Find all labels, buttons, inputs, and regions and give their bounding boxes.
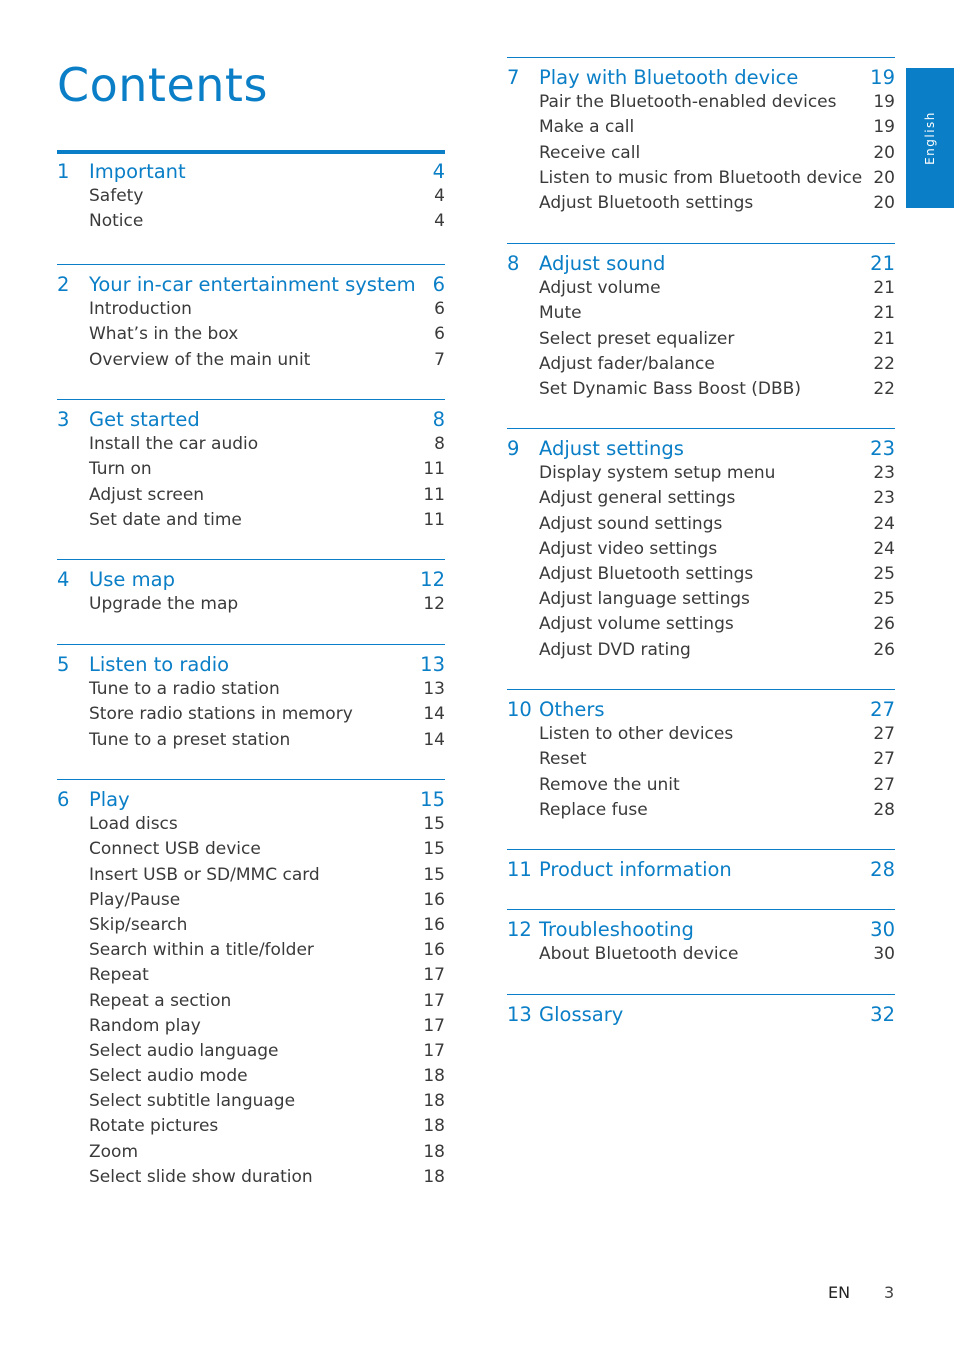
toc-chapter-heading[interactable] [57,787,445,812]
toc-entry[interactable] [507,191,895,216]
footer-language-code: EN [828,1283,851,1302]
chapter-page-number: 28 [870,858,895,881]
chapter-page-number: 12 [420,568,445,591]
chapter-title: Glossary [539,1003,624,1026]
toc-entry[interactable] [507,377,895,402]
toc-entry[interactable] [57,1140,445,1165]
entry-page-number: 24 [873,538,895,559]
chapter-number: 8 [507,252,520,275]
entry-page-number: 13 [423,679,445,700]
chapter-title: Adjust sound [539,252,666,275]
entry-page-number: 25 [873,563,895,584]
toc-entry[interactable] [507,638,895,663]
entry-title: Upgrade the map [89,594,239,615]
toc-chapter-heading[interactable] [57,567,445,592]
entry-page-number: 16 [423,914,445,935]
toc-chapter-heading[interactable] [507,917,895,942]
chapter-number: 3 [57,408,70,431]
entry-title: Replace fuse [539,799,648,820]
toc-chapter-heading[interactable] [507,1002,895,1027]
toc-entry[interactable] [57,812,445,837]
toc-entry[interactable] [507,327,895,352]
entry-title: Adjust Bluetooth settings [539,192,754,213]
toc-section [57,779,445,1190]
entry-title: Display system setup menu [539,463,776,484]
toc-entry[interactable] [507,773,895,798]
entry-page-number: 16 [423,889,445,910]
toc-chapter-heading[interactable] [507,251,895,276]
chapter-page-number: 15 [420,788,445,811]
entry-page-number: 23 [873,463,895,484]
entry-title: Pair the Bluetooth-enabled devices [539,92,837,113]
toc-entry[interactable] [57,1014,445,1039]
chapter-number: 10 [507,698,532,721]
toc-entry[interactable] [507,942,895,967]
toc-section [57,399,445,533]
toc-section [507,994,895,1027]
toc-entry[interactable] [507,612,895,637]
entry-page-number: 20 [873,142,895,163]
toc-entry[interactable] [57,483,445,508]
chapter-number: 9 [507,437,520,460]
entry-page-number: 17 [423,1015,445,1036]
chapter-page-number: 23 [870,437,895,460]
entry-title: Remove the unit [539,774,680,795]
entry-title: What’s in the box [89,324,239,345]
chapter-number: 1 [57,160,70,183]
entry-title: Select subtitle language [89,1091,296,1112]
entry-page-number: 19 [873,117,895,138]
toc-entry[interactable] [57,989,445,1014]
chapter-page-number: 13 [420,653,445,676]
entry-title: Repeat [89,965,149,986]
entry-page-number: 18 [423,1091,445,1112]
entry-page-number: 28 [873,799,895,820]
entry-page-number: 15 [423,814,445,835]
toc-section [507,57,895,216]
chapter-page-number: 8 [432,408,445,431]
entry-title: Adjust volume settings [539,614,734,635]
chapter-number: 5 [57,653,70,676]
entry-page-number: 23 [873,488,895,509]
chapter-page-number: 19 [870,66,895,89]
entry-page-number: 27 [873,774,895,795]
chapter-number: 12 [507,918,532,941]
toc-entry[interactable] [57,1039,445,1064]
chapter-page-number: 21 [870,252,895,275]
entry-page-number: 18 [423,1066,445,1087]
entry-page-number: 26 [873,614,895,635]
entry-title: Adjust language settings [539,589,750,610]
toc-entry[interactable] [57,837,445,862]
chapter-title: Play [89,788,130,811]
entry-page-number: 20 [873,192,895,213]
toc-entry[interactable] [57,888,445,913]
entry-title: Select audio mode [89,1066,248,1087]
entry-title: Adjust general settings [539,488,736,509]
entry-page-number: 17 [423,1040,445,1061]
entry-title: Introduction [89,299,192,320]
entry-title: Adjust screen [89,484,205,505]
entry-title: Zoom [89,1141,139,1162]
toc-entry[interactable] [507,301,895,326]
entry-page-number: 17 [423,990,445,1011]
toc-chapter-heading[interactable] [507,857,895,882]
chapter-title: Listen to radio [89,653,230,676]
toc-section [57,559,445,617]
toc-entry[interactable] [507,276,895,301]
entry-page-number: 21 [873,328,895,349]
entry-page-number: 27 [873,749,895,770]
entry-title: Overview of the main unit [89,349,311,370]
toc-entry[interactable] [507,722,895,747]
entry-title: Adjust fader/balance [539,353,715,374]
toc-entry[interactable] [507,115,895,140]
page-title: Contents [57,58,268,112]
entry-title: Random play [89,1015,201,1036]
entry-title: Select slide show duration [89,1166,313,1187]
toc-entry[interactable] [507,486,895,511]
toc-section [507,909,895,967]
entry-title: Repeat a section [89,990,232,1011]
toc-chapter-heading[interactable] [57,652,445,677]
chapter-title: Your in-car entertainment system [89,273,416,296]
entry-page-number: 12 [423,594,445,615]
entry-title: Adjust volume [539,278,661,299]
entry-title: Set date and time [89,509,242,530]
entry-page-number: 11 [423,459,445,480]
entry-page-number: 6 [434,324,445,345]
entry-page-number: 6 [434,299,445,320]
chapter-title: Play with Bluetooth device [539,66,799,89]
toc-entry[interactable] [507,461,895,486]
entry-page-number: 27 [873,724,895,745]
entry-page-number: 11 [423,509,445,530]
entry-page-number: 15 [423,864,445,885]
entry-page-number: 18 [423,1166,445,1187]
entry-title: Adjust DVD rating [539,639,691,660]
entry-title: Select audio language [89,1040,279,1061]
chapter-title: Get started [89,408,200,431]
toc-entry[interactable] [57,728,445,753]
toc-entry[interactable] [57,508,445,533]
entry-page-number: 17 [423,965,445,986]
language-tab-label: English [923,111,937,165]
chapter-page-number: 4 [432,160,445,183]
footer-page-number: 3 [884,1283,895,1302]
toc-entry[interactable] [507,562,895,587]
title-rule [57,150,445,154]
chapter-title: Troubleshooting [539,918,694,941]
entry-page-number: 22 [873,353,895,374]
toc-entry[interactable] [507,537,895,562]
toc-entry[interactable] [57,963,445,988]
toc-section [57,644,445,753]
toc-entry[interactable] [507,798,895,823]
toc-entry[interactable] [57,1089,445,1114]
toc-section [57,264,445,373]
entry-page-number: 14 [423,729,445,750]
entry-title: Select preset equalizer [539,328,735,349]
chapter-page-number: 32 [870,1003,895,1026]
entry-title: Tune to a radio station [89,679,280,700]
chapter-number: 6 [57,788,70,811]
chapter-title: Important [89,160,186,183]
entry-title: Safety [89,186,144,207]
toc-section [507,428,895,663]
entry-title: Mute [539,303,582,324]
chapter-number: 13 [507,1003,532,1026]
entry-title: Make a call [539,117,635,138]
toc-entry[interactable] [507,352,895,377]
entry-title: Load discs [89,814,178,835]
toc-entry[interactable] [57,432,445,457]
entry-title: Set Dynamic Bass Boost (DBB) [539,378,801,399]
chapter-number: 7 [507,66,520,89]
entry-title: Notice [89,211,144,232]
entry-page-number: 4 [434,211,445,232]
chapter-title: Product information [539,858,732,881]
chapter-page-number: 27 [870,698,895,721]
entry-title: Reset [539,749,587,770]
toc-entry[interactable] [57,913,445,938]
entry-page-number: 18 [423,1116,445,1137]
entry-title: Insert USB or SD/MMC card [89,864,320,885]
toc-entry[interactable] [57,322,445,347]
entry-page-number: 7 [434,349,445,370]
toc-entry[interactable] [507,90,895,115]
toc-entry[interactable] [57,702,445,727]
entry-title: Store radio stations in memory [89,704,353,725]
toc-entry[interactable] [57,209,445,234]
toc-chapter-heading[interactable] [507,65,895,90]
toc-entry[interactable] [57,184,445,209]
chapter-number: 2 [57,273,70,296]
toc-chapter-heading[interactable] [507,697,895,722]
entry-page-number: 19 [873,92,895,113]
toc-chapter-heading[interactable] [57,159,445,184]
entry-title: Adjust Bluetooth settings [539,563,754,584]
toc-section [507,243,895,402]
entry-title: Play/Pause [89,889,181,910]
entry-page-number: 14 [423,704,445,725]
entry-title: Skip/search [89,914,188,935]
chapter-page-number: 30 [870,918,895,941]
toc-entry[interactable] [57,1165,445,1190]
entry-title: Connect USB device [89,839,261,860]
toc-entry[interactable] [57,297,445,322]
entry-title: Listen to other devices [539,724,734,745]
entry-page-number: 18 [423,1141,445,1162]
language-tab [906,68,954,208]
toc-entry[interactable] [507,512,895,537]
toc-entry[interactable] [57,592,445,617]
entry-title: Install the car audio [89,434,259,455]
toc-entry[interactable] [57,1064,445,1089]
toc-entry[interactable] [57,348,445,373]
entry-page-number: 24 [873,513,895,534]
entry-page-number: 25 [873,589,895,610]
toc-chapter-heading[interactable] [57,407,445,432]
entry-page-number: 16 [423,940,445,961]
toc-chapter-heading[interactable] [507,436,895,461]
entry-page-number: 26 [873,639,895,660]
entry-title: Receive call [539,142,641,163]
entry-title: Listen to music from Bluetooth device [539,167,863,188]
entry-title: About Bluetooth device [539,944,739,965]
toc-entry[interactable] [507,747,895,772]
entry-page-number: 30 [873,944,895,965]
entry-title: Adjust video settings [539,538,718,559]
entry-page-number: 22 [873,378,895,399]
toc-entry[interactable] [507,587,895,612]
entry-title: Rotate pictures [89,1116,219,1137]
toc-section [57,159,445,235]
toc-section [507,689,895,823]
entry-page-number: 4 [434,186,445,207]
entry-page-number: 15 [423,839,445,860]
entry-title: Turn on [89,459,152,480]
toc-chapter-heading[interactable] [57,272,445,297]
chapter-title: Use map [89,568,175,591]
entry-page-number: 21 [873,278,895,299]
chapter-page-number: 6 [432,273,445,296]
toc-entry[interactable] [57,938,445,963]
chapter-title: Others [539,698,605,721]
chapter-number: 11 [507,858,532,881]
toc-section [507,849,895,882]
toc-entry[interactable] [507,166,895,191]
toc-entry[interactable] [57,457,445,482]
toc-entry[interactable] [507,141,895,166]
entry-title: Tune to a preset station [89,729,291,750]
toc-entry[interactable] [57,677,445,702]
entry-page-number: 20 [873,167,895,188]
chapter-number: 4 [57,568,70,591]
toc-entry[interactable] [57,863,445,888]
entry-page-number: 21 [873,303,895,324]
toc-entry[interactable] [57,1114,445,1139]
chapter-title: Adjust settings [539,437,684,460]
entry-title: Search within a title/folder [89,940,314,961]
entry-title: Adjust sound settings [539,513,723,534]
entry-page-number: 11 [423,484,445,505]
entry-page-number: 8 [434,434,445,455]
